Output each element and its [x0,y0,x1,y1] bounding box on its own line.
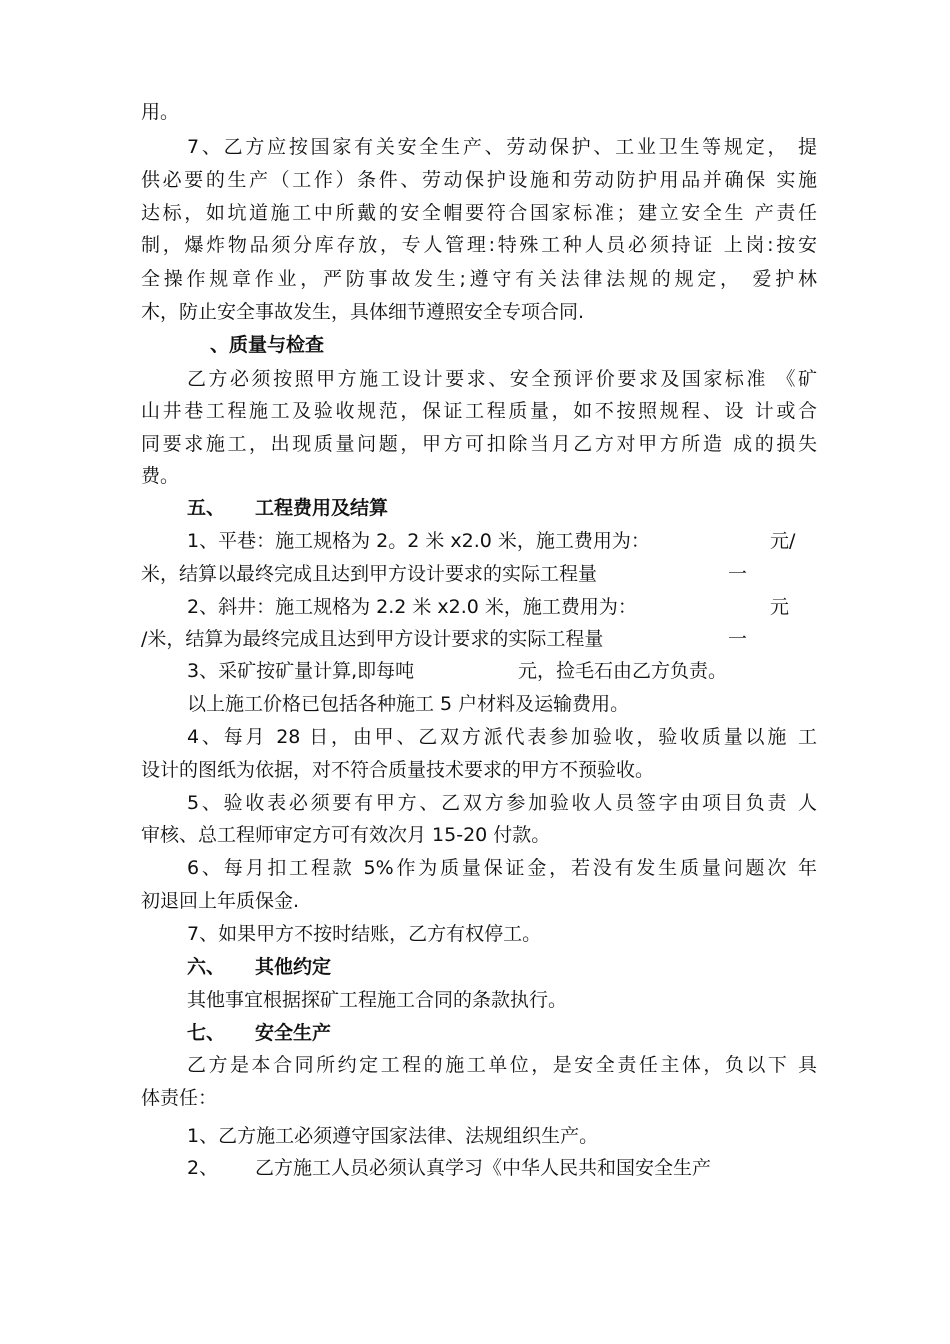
text-line: 费。 [141,465,180,487]
text-line-end: 元，捡毛石由乙方负责。 [518,660,728,682]
text-line: 用。 [141,101,180,123]
item-number: 2、 [187,1157,219,1179]
text-line: 其他事宜根据探矿工程施工合同的条款执行。 [187,989,568,1011]
text-line: 乙方必须按照甲方施工设计要求、安全预评价要求及国家标准 《矿 [187,368,817,390]
text-line: 制，爆炸物品须分库存放，专人管理:特殊工种人员必须持证 上岗:按安 [141,234,817,256]
text-line: 2、斜井：施工规格为 2.2 米 x2.0 米，施工费用为： [187,596,637,618]
text-line: 7、如果甲方不按时结账，乙方有权停工。 [187,923,542,945]
text-line: 4、每月 28 日，由甲、乙双方派代表参加验收，验收质量以施 工 [187,726,817,748]
text-line: 山井巷工程施工及验收规范，保证工程质量，如不按照规程、设 计或合 [141,400,817,422]
text-line: 6、每月扣工程款 5%作为质量保证金，若没有发生质量问题次 年 [187,857,817,879]
section-title: 安全生产 [255,1022,332,1044]
section-number: 七、 [187,1022,226,1044]
text-line: 3、采矿按矿量计算,即每吨 [187,660,415,682]
text-line: 5、验收表必须要有甲方、乙双方参加验收人员签字由项目负责 人 [187,792,817,814]
text-line-end: 元/ [770,530,796,552]
text-line: 7、乙方应按国家有关安全生产、劳动保护、工业卫生等规定， 提 [187,136,817,158]
text-line [187,1153,817,1183]
text-line-end: 一 [728,628,748,650]
text-line: 全操作规章作业，严防事故发生;遵守有关法律法规的规定， 爱护林 [141,268,817,290]
text-line: 木，防止安全事故发生，具体细节遵照安全专项合同. [141,301,585,323]
text-line-end: 一 [728,563,748,585]
section-heading-6 [187,952,787,982]
text-line: 1、乙方施工必须遵守国家法律、法规组织生产。 [187,1125,599,1147]
section-title: 工程费用及结算 [255,497,389,519]
text-line: 乙方是本合同所约定工程的施工单位，是安全责任主体，负以下 具 [187,1054,817,1076]
section-heading-7 [187,1018,787,1048]
section-title: 其他约定 [255,956,332,978]
text-line: 同要求施工，出现质量问题，甲方可扣除当月乙方对甲方所造 成的损失 [141,433,817,455]
item-text: 乙方施工人员必须认真学习《中华人民共和国安全生产 [255,1157,712,1179]
text-line: 以上施工价格已包括各种施工 5 户材料及运输费用。 [187,693,630,715]
text-line: 体责任： [141,1087,218,1109]
section-heading-quality: 、质量与检查 [210,334,325,356]
text-line-end: 元 [770,596,790,618]
section-number: 五、 [187,497,226,519]
text-line: 1、平巷：施工规格为 2。2 米 x2.0 米，施工费用为： [187,530,650,552]
section-heading-5 [187,493,787,523]
text-line: 初退回上年质保金. [141,890,300,912]
text-line: /米，结算为最终完成且达到甲方设计要求的实际工程量 [141,628,604,650]
text-line: 审核、总工程师审定方可有效次月 15-20 付款。 [141,824,551,846]
text-line: 供必要的生产（工作）条件、劳动保护设施和劳动防护用品并确保 实施 [141,169,817,191]
text-line: 设计的图纸为依据，对不符合质量技术要求的甲方不预验收。 [141,759,655,781]
section-number: 六、 [187,956,226,978]
text-line: 米，结算以最终完成且达到甲方设计要求的实际工程量 [141,563,598,585]
text-line: 达标，如坑道施工中所戴的安全帽要符合国家标准；建立安全生 产责任 [141,202,817,224]
